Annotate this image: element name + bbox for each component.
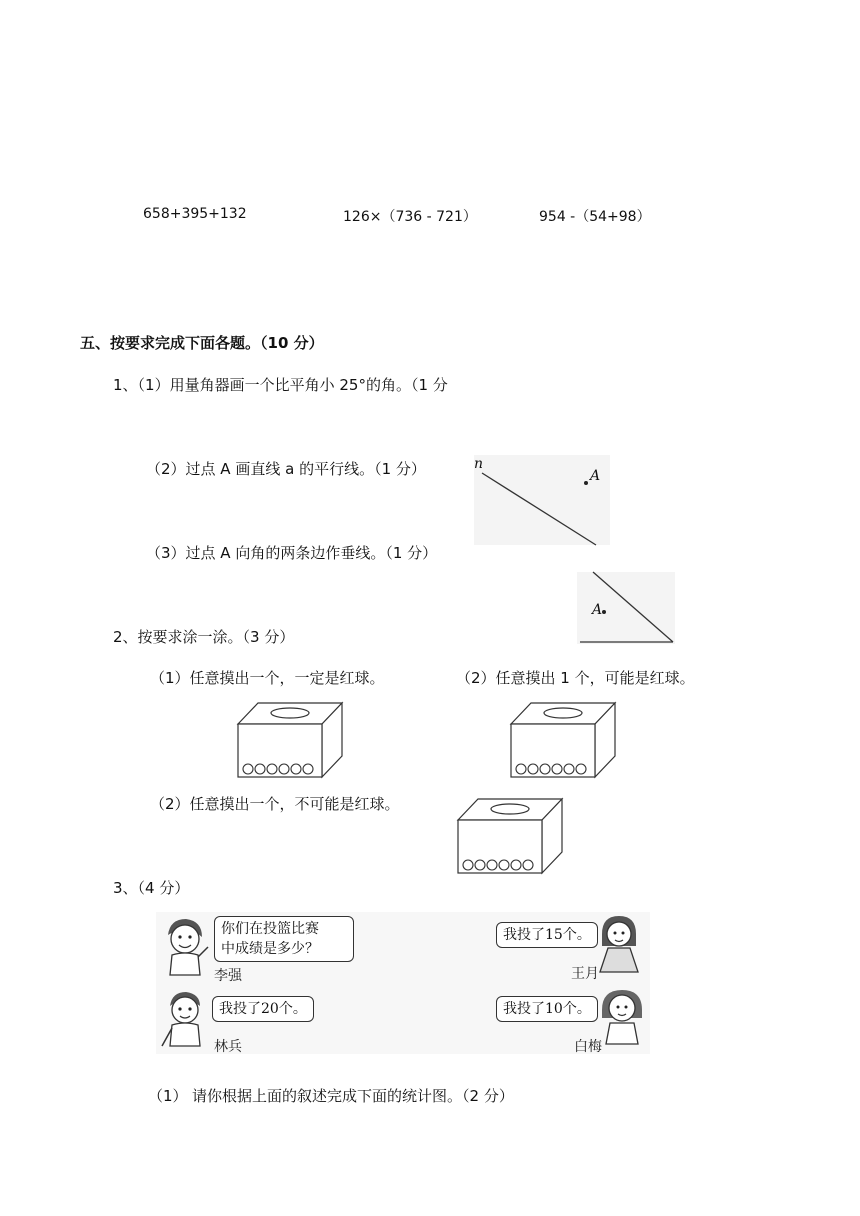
- girl-wangyue-icon: [596, 912, 642, 974]
- ball-box-3: [456, 798, 564, 874]
- name-wangyue: 王月: [571, 966, 599, 982]
- name-liqiang: 李强: [214, 968, 242, 984]
- speech-bubble-wangyue: 我投了15个。: [496, 922, 598, 948]
- point-label-a-1: A: [590, 468, 601, 484]
- speech-bubble-linbing: 我投了20个。: [212, 996, 314, 1022]
- q2-part1: （1）任意摸出一个，一定是红球。: [150, 669, 385, 687]
- expression-2: 126×（736 - 721）: [343, 209, 477, 225]
- q3-title: 3、（4 分）: [113, 879, 190, 897]
- name-baimei: 白梅: [574, 1039, 602, 1055]
- q3-part1: 请你根据上面的叙述完成下面的统计图。（2 分）: [192, 1087, 514, 1105]
- speech-bubble-baimei: 我投了10个。: [496, 996, 598, 1022]
- q1-part1: 1、（1）用量角器画一个比平角小 25°的角。（1 分: [113, 376, 448, 394]
- expression-1: 658+395+132: [143, 206, 247, 222]
- q2-part3: （2）任意摸出一个，不可能是红球。: [150, 795, 400, 813]
- speech-bubble-liqiang: [214, 916, 354, 962]
- line-label-n: n: [474, 456, 484, 472]
- section-title: 五、按要求完成下面各题。（10 分）: [80, 334, 324, 352]
- boy-linbing-icon: [160, 988, 210, 1050]
- bubble-liqiang-line2: 中成绩是多少？: [221, 941, 319, 957]
- q2-title: 2、按要求涂一涂。（3 分）: [113, 628, 295, 646]
- q3-part1-number: （1）: [148, 1087, 188, 1105]
- boy-liqiang-icon: [160, 915, 210, 977]
- name-linbing: 林兵: [214, 1039, 242, 1055]
- ball-box-2: [509, 702, 617, 778]
- q1-part3: （3）过点 A 向角的两条边作垂线。（1 分）: [146, 544, 438, 562]
- bubble-liqiang-line1: 你们在投篮比赛: [221, 921, 319, 937]
- expression-3: 954 -（54+98）: [539, 209, 651, 225]
- girl-baimei-icon: [598, 986, 646, 1048]
- q1-part2: （2）过点 A 画直线 a 的平行线。（1 分）: [146, 460, 426, 478]
- ball-box-1: [236, 702, 344, 778]
- q2-part2: （2）任意摸出 1 个，可能是红球。: [456, 669, 695, 687]
- point-label-a-2: A: [592, 602, 603, 618]
